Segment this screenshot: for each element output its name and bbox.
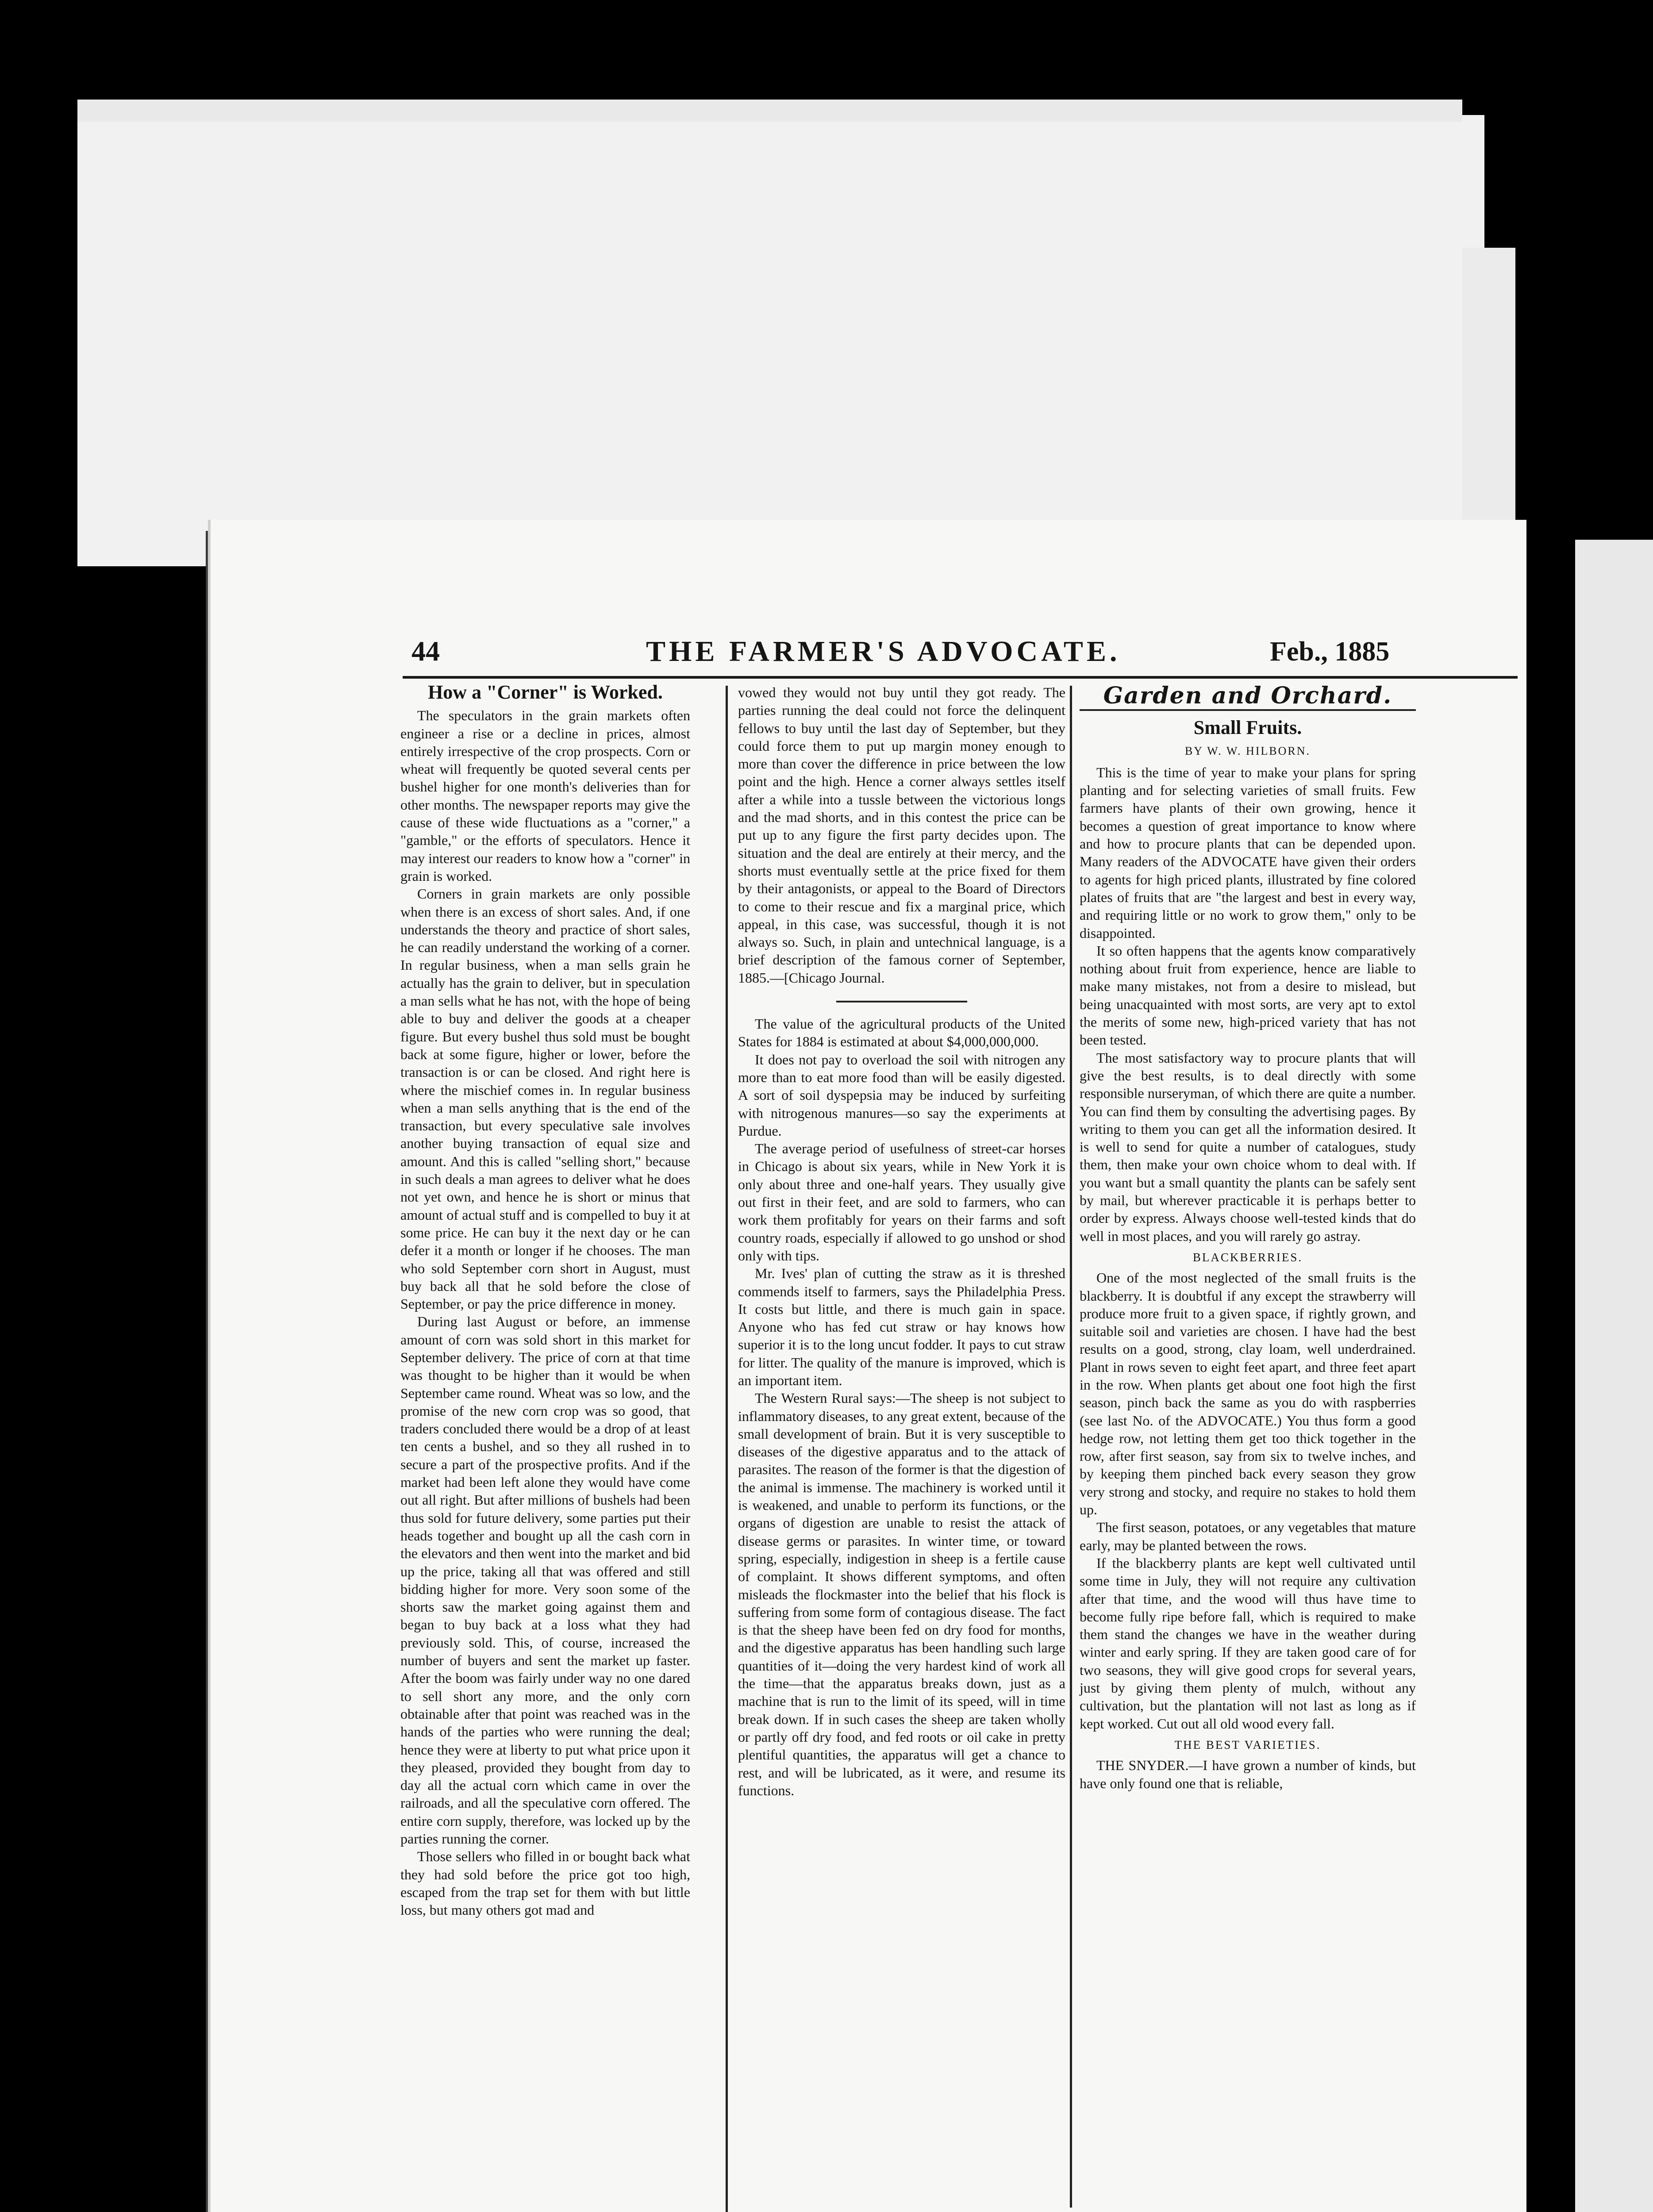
page-number: 44 bbox=[411, 635, 440, 667]
article-title: How a "Corner" is Worked. bbox=[428, 681, 663, 703]
subheading: BLACKBERRIES. bbox=[1192, 1250, 1303, 1264]
subheading: THE BEST VARIETIES. bbox=[1174, 1738, 1321, 1751]
paragraph: The first season, potatoes, or any vegetables that mature early, may be planted between the rows. bbox=[1080, 1519, 1416, 1553]
article-title: Small Fruits. bbox=[1193, 717, 1302, 739]
paragraph: Corners in grain markets are only possible when there is an excess of short sales. And, if one understands the theory and practice of short sales, he can readily understand the working of a corner. In regular business, when a man sells grain he actually has the grain to deliver, but in speculation a man sells what he has not, with the hope of being able to buy and deliver the goods at a cheaper figure. But every bushel thus sold must be bought back at some figure, higher or lower, before the transaction is or can be closed. And right here is where the mischief comes in. In regular business when a man sells anything that is the end of the transaction, but every speculative sale involves another buying transaction of equal size and amount. And this is called "selling short," because in such deals a man agrees to deliver what he does not yet own, and hence he is short or minus that amount of actual stuff and is compelled to buy it at some price. He can buy it the next day or he can defer it a month or longer if he chooses. The man who sold September corn short in August, must buy back all that he sold before the close of September, or pay the price difference in money. bbox=[400, 886, 690, 1312]
paragraph: The most satisfactory way to procure plants that will give the best results, is to deal directly with some responsible nurseryman, of which there are quite a number. You can find them by consulting the advertising pages. By writing to them you can get all the information desired. It is well to send for quite a number of catalogues, study them, then make your own choice whom to deal with. If you want but a small quantity the plants can be safely sent by mail, but wherever practicable it is perhaps better to order by express. Always choose well-tested kinds that do well in most places, and you will rarely go astray. bbox=[1080, 1049, 1416, 1244]
paragraph: THE SNYDER.—I have grown a number of kinds, but have only found one that is reliable, bbox=[1080, 1757, 1416, 1791]
paragraph: If the blackberry plants are kept well cultivated until some time in July, they will not require any cultivation after that time, and the wood will thus have time to become fully ripe before fall, which is required to make them stand the changes we have in the weather during winter and early spring. If they are taken good care of for two seasons, they will give good crops for several years, just by giving them plenty of mulch, without any cultivation, but the plantation will not last as long as if kept worked. Cut out all old wood every fall. bbox=[1080, 1555, 1416, 1732]
paragraph: The speculators in the grain markets often engineer a rise or a decline in prices, almost entirely irrespective of the crop prospects. Corn or wheat will frequently be quoted several cents per bushel higher for one month's deliveries than for other months. The newspaper reports may give the cause of these wide fluctuations as a "corner," a "gamble," or the efforts of speculators. Hence it may interest our readers to know how a "corner" in grain is worked. bbox=[400, 707, 690, 884]
column-divider bbox=[726, 686, 728, 2212]
column-2 bbox=[738, 684, 1065, 1799]
column-1 bbox=[400, 681, 690, 1919]
paragraph: Those sellers who filled in or bought back what they had sold before the price got too high, escaped from the trap set for them with but little loss, but many others got mad and bbox=[400, 1848, 690, 1918]
paragraph: The Western Rural says:—The sheep is not subject to inflammatory diseases, to any great extent, because of the small development of brain. But it is very susceptible to diseases of the digestive apparatus and to the attack of parasites. The reason of the former is that the digestion of the animal is immense. The machinery is worked until it is weakened, and unable to perform its functions, or the organs of digestion are unable to resist the attack of disease germs or parasites. In winter time, or toward spring, especially, indigestion in sheep is a fertile cause of complaint. It shows different symptoms, and often misleads the flockmaster into the belief that his flock is suffering from some form of contagious disease. The fact is that the sheep have been fed on dry food for months, and the digestive apparatus has been handling such large quantities of it—doing the very hardest kind of work all the time—that the apparatus breaks down, just as a machine that is run to the limit of its speed, will in time break down. If in such cases the sheep are taken wholly or partly off dry food, and fed roots or oil cake in pretty plentiful quantities, the apparatus will get a chance to rest, and will be lubricated, as it were, and resume its functions. bbox=[738, 1390, 1065, 1798]
paragraph: During last August or before, an immense amount of corn was sold short in this market for September delivery. The price of corn at that time was thought to be higher than it would be when September came round. Wheat was so low, and the promise of the new corn crop was so good, that traders concluded there would be a drop of at least ten cents a bushel, and so they all rushed in to secure a part of the prospective profits. And if the market had been left alone they would have come out all right. But after millions of bushels had been thus sold for future delivery, some parties put their heads together and bought up all the cash corn in the elevators and then went into the market and bid up the price, taking all that was offered and still bidding higher for more. Very soon some of the shorts saw the market going against them and began to buy back at a loss what they had previously sold. This, of course, increased the number of buyers and sent the market up faster. After the boom was fairly under way no one dared to sell short any more, and the only corn obtainable after that point was reached was in the hands of the parties who were running the deal; hence they were at liberty to put what price upon it they pleased, provided they bought from day to day all the actual corn which came in over the railroads, and all the speculative corn offered. The entire corn supply, therefore, was locked up by the parties running the corner. bbox=[400, 1313, 690, 1847]
paragraph: It does not pay to overload the soil with nitrogen any more than to eat more food than will be easily digested. A sort of soil dyspepsia may be induced by surfeiting with nitrogenous manures—so say the experiments at Purdue. bbox=[738, 1051, 1065, 1139]
paragraph: The value of the agricultural products of the United States for 1884 is estimated at about $4,000,000,000. bbox=[738, 1016, 1065, 1050]
issue-date: Feb., 1885 bbox=[1270, 637, 1390, 667]
paragraph: Mr. Ives' plan of cutting the straw as it is threshed commends itself to farmers, says the Philadelphia Press. It costs but little, and there is much gain in space. Anyone who has fed cut straw or hay knows how superior it is to the long uncut fodder. It pays to cut straw for litter. The quality of the manure is improved, which is an important item. bbox=[738, 1265, 1065, 1388]
column-divider bbox=[1070, 686, 1072, 2208]
background-sheet bbox=[77, 115, 1484, 566]
column-3 bbox=[1080, 684, 1416, 1792]
paragraph: It so often happens that the agents know comparatively nothing about fruit from experience, hence are liable to make many mistakes, not from a desire to mislead, but being unacquainted with most sorts, are very apt to extol the merits of some new, high-priced variety that has not been tested. bbox=[1080, 942, 1416, 1048]
paragraph: The average period of usefulness of street-car horses in Chicago is about six years, while in New York it is only about three and one-half years. They usually give out first in their feet, and are sold to farmers, who can work them profitably for years on their farms and soft country roads, especially if allowed to go unshod or shod only with tips. bbox=[738, 1141, 1065, 1263]
masthead: THE FARMER'S ADVOCATE. bbox=[646, 635, 1121, 668]
paragraph: This is the time of year to make your plans for spring planting and for selecting varieties of small fruits. Few farmers have plants of their own growing, hence it becomes a question of great importance to know where and how to procure plants that can be depended upon. Many readers of the ADVOCATE have given their orders to agents for high priced plants, illustrated by fine colored plates of fruits that are "the largest and best in every way, and requiring little or no work to grow them," only to be disappointed. bbox=[1080, 764, 1416, 941]
scan-top-edge bbox=[77, 100, 1462, 122]
paragraph: vowed they would not buy until they got ready. The parties running the deal could not force the delinquent fellows to buy until the last day of September, but they could force them to put up margin money enough to more than cover the difference in price between the low point and the high. Hence a corner always settles itself after a while into a tussle between the victorious longs and the mad shorts, and in this contest the price can be put up to any figure the first party decides upon. The situation and the deal are entirely at their mercy, and the shorts must eventually settle at the price fixed for them by their antagonists, or appeal to the Board of Directors to come to their rescue and fix a marginal price, which appeal, in this case, was successful, though it is not always so. Such, in plain and untechnical language, is a brief description of the famous corner of September, 1885.—[Chicago Journal. bbox=[738, 684, 1065, 986]
separator-rule bbox=[836, 1001, 967, 1002]
paragraph: One of the most neglected of the small fruits is the blackberry. It is doubtful if any except the strawberry will produce more fruit to a given space, if rightly grown, and suitable soil and varieties are chosen. I have had the best results on a good, strong, clay loam, well underdrained. Plant in rows seven to eight feet apart, and three feet apart in the row. When plants get about one foot high the first season, pinch back the same as you do with raspberries (see last No. of the ADVOCATE.) You thus form a good hedge row, not letting them get too thick together in the row, after first season, say from six to twelve inches, and by keeping them pinched back every season they grow very strong and stocky, and require no stakes to hold them up. bbox=[1080, 1270, 1416, 1518]
header-rule bbox=[403, 676, 1518, 679]
section-title: Garden and Orchard. bbox=[1080, 687, 1416, 711]
byline: BY W. W. HILBORN. bbox=[1184, 744, 1311, 757]
adjacent-page-strip-2 bbox=[1575, 540, 1653, 2212]
